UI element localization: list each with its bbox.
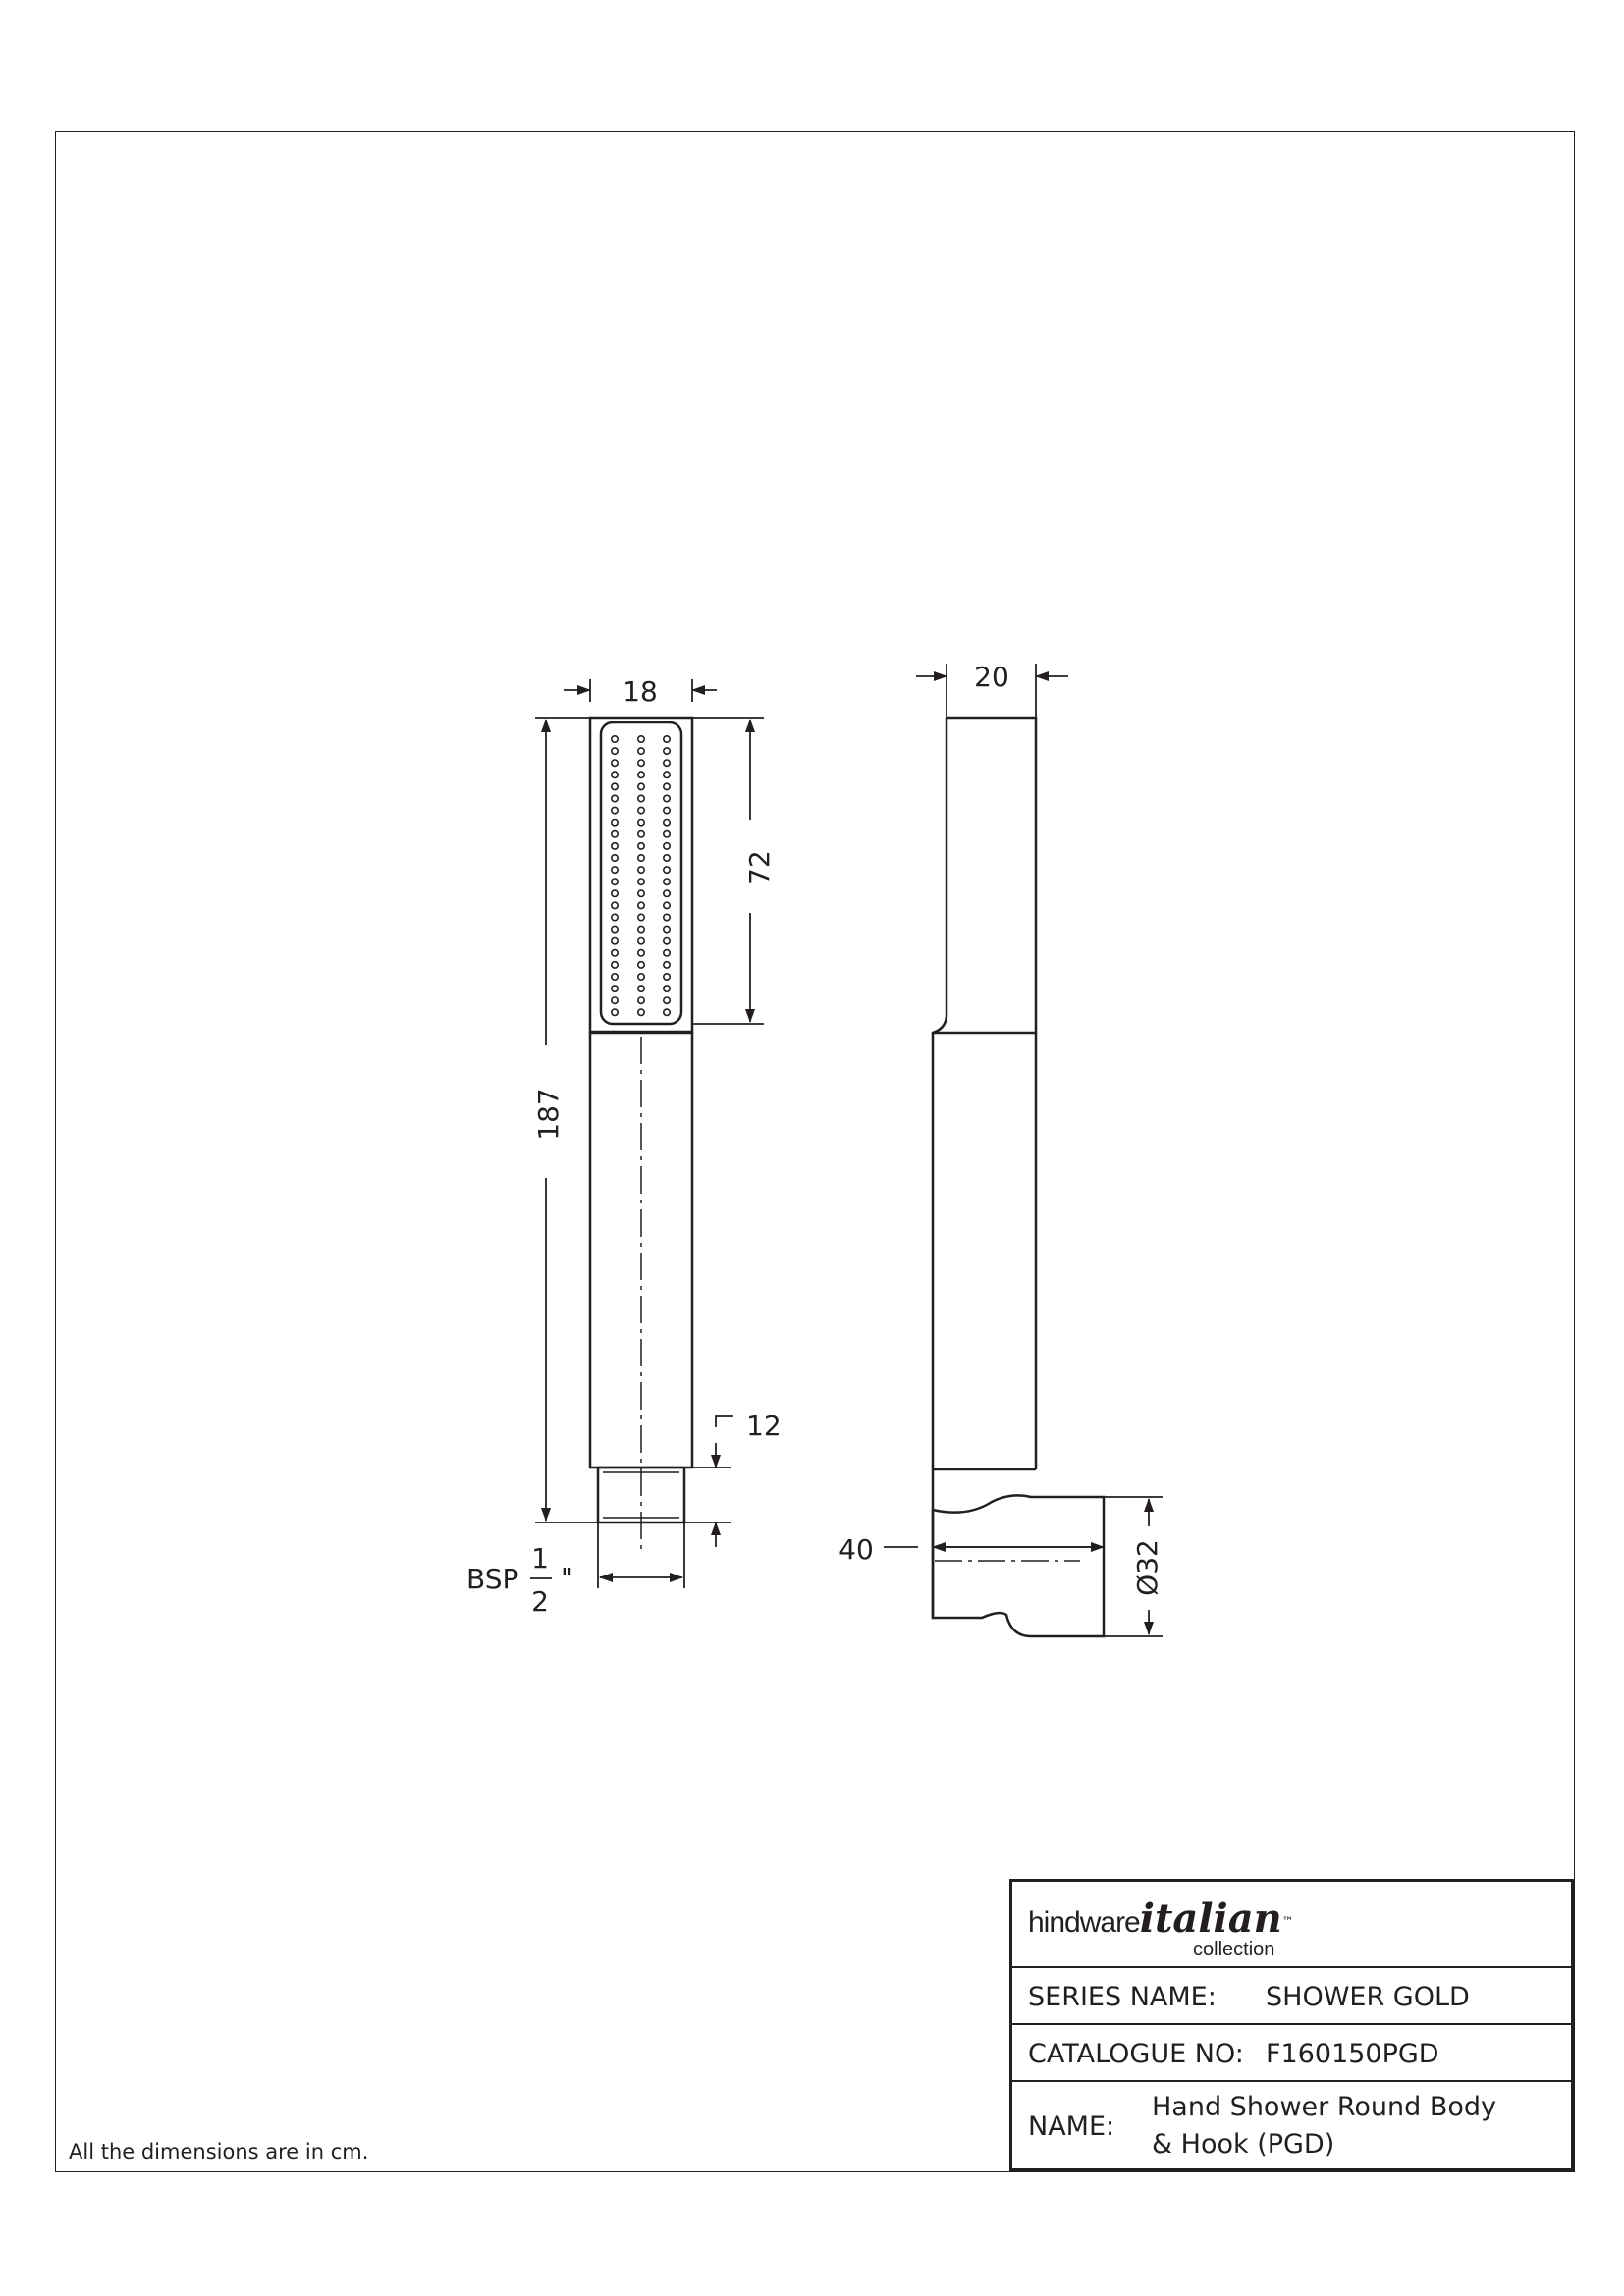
nozzle-dot xyxy=(638,843,644,849)
spray-nozzles xyxy=(612,736,670,1016)
nozzle-dot xyxy=(664,748,670,754)
nozzle-dot xyxy=(638,879,644,884)
nozzle-dot xyxy=(612,914,618,920)
nozzle-dot xyxy=(612,772,618,777)
nozzle-dot xyxy=(638,914,644,920)
dim-total-length: 187 xyxy=(532,1088,565,1141)
nozzle-dot xyxy=(664,974,670,980)
nozzle-dot xyxy=(664,890,670,896)
nozzle-dot xyxy=(612,760,618,766)
nozzle-dot xyxy=(664,820,670,826)
catalogue-row xyxy=(1012,2023,1571,2082)
nozzle-dot xyxy=(612,795,618,801)
nozzle-dot xyxy=(664,867,670,873)
catalogue-label: CATALOGUE NO: xyxy=(1028,2039,1244,2069)
dim-hook-diameter: Ø32 xyxy=(1131,1539,1164,1596)
dim-hook-length: 40 xyxy=(839,1533,874,1566)
nozzle-dot xyxy=(612,831,618,837)
brand-line: italian xyxy=(1139,1896,1282,1942)
series-value: SHOWER GOLD xyxy=(1266,1982,1470,2012)
nozzle-dot xyxy=(612,736,618,742)
hook-outline xyxy=(933,1469,1104,1636)
nozzle-dot xyxy=(664,962,670,968)
front-dimensions xyxy=(530,679,764,1588)
name-label: NAME: xyxy=(1028,2111,1115,2142)
units-note: All the dimensions are in cm. xyxy=(69,2140,369,2163)
catalogue-value: F160150PGD xyxy=(1266,2039,1439,2069)
side-outline-left xyxy=(933,718,947,1469)
brand-sub: collection xyxy=(1193,1939,1275,1960)
nozzle-dot xyxy=(638,820,644,826)
nozzle-dot xyxy=(612,974,618,980)
dim-thread-length: 12 xyxy=(746,1410,782,1442)
nozzle-dot xyxy=(638,902,644,908)
nozzle-dot xyxy=(638,867,644,873)
dim-thread-inch: " xyxy=(561,1562,573,1594)
shower-head-outline xyxy=(590,718,692,1032)
nozzle-dot xyxy=(612,986,618,991)
nozzle-dot xyxy=(638,997,644,1003)
dim-thread-frac-den: 2 xyxy=(531,1585,549,1618)
nozzle-dot xyxy=(664,855,670,861)
nozzle-dot xyxy=(638,986,644,991)
nozzle-dot xyxy=(612,807,618,813)
brand-name: hindware xyxy=(1028,1906,1140,1939)
nozzle-dot xyxy=(612,879,618,884)
nozzle-dot xyxy=(664,1009,670,1015)
nozzle-dot xyxy=(638,926,644,932)
nozzle-dot xyxy=(612,867,618,873)
nozzle-dot xyxy=(664,914,670,920)
nozzle-dot xyxy=(664,950,670,956)
brand-logo xyxy=(1028,1896,1381,1960)
nozzle-dot xyxy=(638,950,644,956)
nozzle-dot xyxy=(612,950,618,956)
nozzle-dot xyxy=(664,772,670,777)
series-label: SERIES NAME: xyxy=(1028,1982,1217,2012)
nozzle-dot xyxy=(664,902,670,908)
nozzle-dot xyxy=(638,760,644,766)
nozzle-dot xyxy=(638,974,644,980)
nozzle-dot xyxy=(612,820,618,826)
nozzle-dot xyxy=(638,736,644,742)
nozzle-dot xyxy=(664,795,670,801)
dim-thread-frac-num: 1 xyxy=(531,1542,549,1575)
dim-head-width: 18 xyxy=(623,675,658,708)
nozzle-dot xyxy=(664,986,670,991)
nozzle-dot xyxy=(664,760,670,766)
nozzle-dot xyxy=(612,1009,618,1015)
nozzle-dot xyxy=(638,938,644,944)
nozzle-dot xyxy=(638,890,644,896)
nozzle-dot xyxy=(638,772,644,777)
nozzle-dot xyxy=(612,926,618,932)
nozzle-dot xyxy=(612,962,618,968)
nozzle-dot xyxy=(612,783,618,789)
side-view xyxy=(933,718,1104,1636)
nozzle-dot xyxy=(638,783,644,789)
nozzle-dot xyxy=(664,783,670,789)
nozzle-dot xyxy=(638,831,644,837)
nozzle-dot xyxy=(664,736,670,742)
nozzle-dot xyxy=(664,843,670,849)
side-dimensions xyxy=(884,664,1163,1636)
nozzle-dot xyxy=(664,879,670,884)
nozzle-dot xyxy=(664,807,670,813)
title-block xyxy=(1009,1879,1574,2171)
nozzle-dot xyxy=(664,997,670,1003)
nozzle-dot xyxy=(612,843,618,849)
nozzle-dot xyxy=(612,855,618,861)
series-row xyxy=(1012,1966,1571,2025)
nozzle-dot xyxy=(664,926,670,932)
nozzle-dot xyxy=(612,938,618,944)
nozzle-dot xyxy=(612,890,618,896)
name-value-line2: & Hook (PGD) xyxy=(1152,2129,1335,2160)
name-value-line1: Hand Shower Round Body xyxy=(1152,2092,1496,2122)
dim-side-depth: 20 xyxy=(974,661,1009,693)
dim-spray-length: 72 xyxy=(743,850,776,885)
nozzle-dot xyxy=(612,748,618,754)
nozzle-dot xyxy=(638,795,644,801)
nozzle-dot xyxy=(664,831,670,837)
nozzle-dot xyxy=(612,902,618,908)
nozzle-dot xyxy=(612,997,618,1003)
dim-thread-label: BSP xyxy=(466,1563,519,1595)
name-row xyxy=(1012,2080,1571,2170)
nozzle-dot xyxy=(664,938,670,944)
nozzle-dot xyxy=(638,1009,644,1015)
nozzle-dot xyxy=(638,962,644,968)
nozzle-dot xyxy=(638,807,644,813)
nozzle-dot xyxy=(638,748,644,754)
side-outline-top xyxy=(947,718,1036,1469)
nozzle-dot xyxy=(638,855,644,861)
brand-tm: ™ xyxy=(1281,1914,1294,1929)
